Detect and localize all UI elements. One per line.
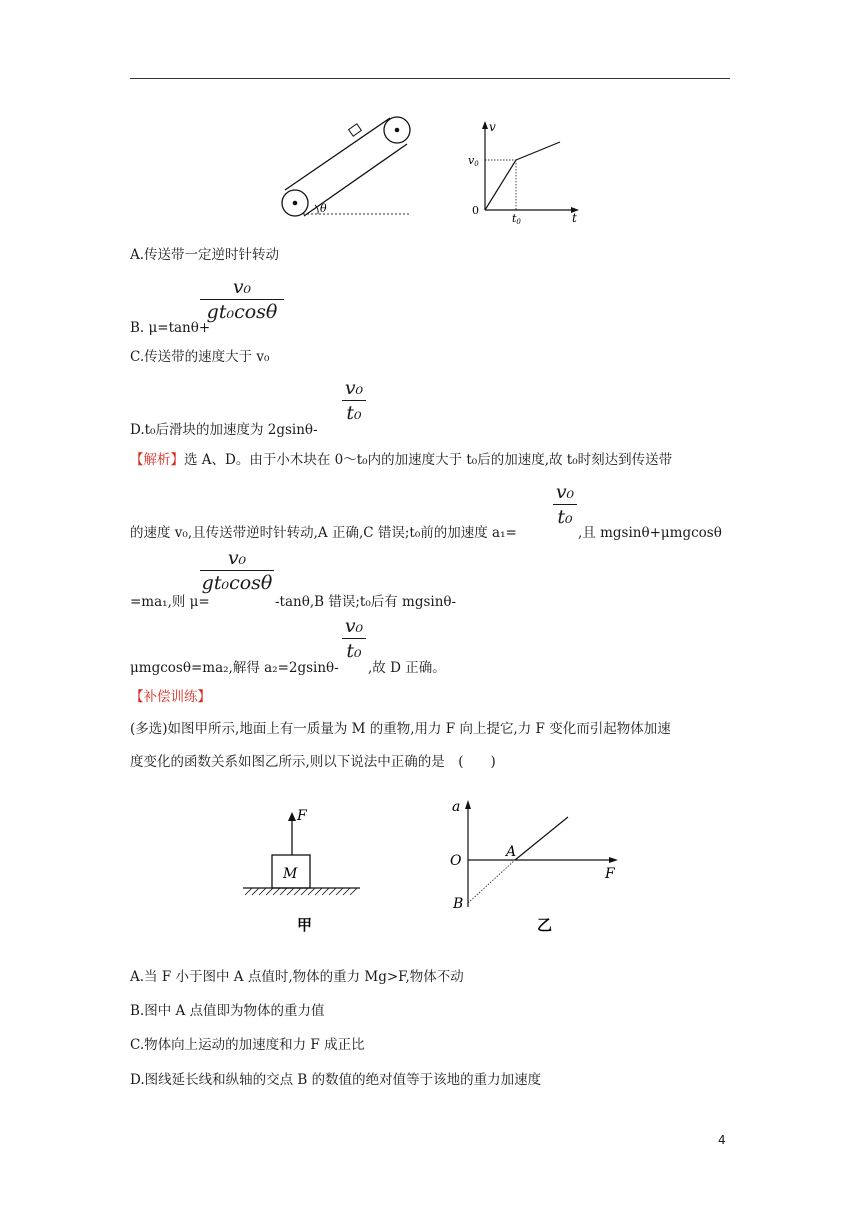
caption-left: 甲	[297, 916, 313, 934]
v-axis-label: v	[489, 120, 496, 134]
conveyor-belt-figure	[270, 110, 420, 220]
af-graph	[440, 795, 630, 945]
question-line-2: 度变化的函数关系如图乙所示,则以下说法中正确的是 ( )	[130, 754, 496, 770]
analysis-fraction-2: v₀ gt₀cosθ	[201, 547, 273, 594]
option-1a: A.传送带一定逆时针转动	[130, 247, 280, 263]
vt-graph	[460, 115, 590, 225]
v0-label: v0	[468, 154, 479, 168]
option-1b: B. μ=tanθ+	[130, 320, 211, 336]
analysis-tag: 【解析】	[130, 452, 184, 468]
force-label: F	[297, 808, 307, 824]
block-force-figure	[235, 800, 375, 940]
analysis-line-2b: ,且 mgsinθ+μmgcosθ	[578, 525, 722, 541]
analysis-line-2a: 的速度 v₀,且传送带逆时针转动,A 正确,C 错误;t₀前的加速度 a₁=	[130, 525, 517, 541]
option-1c: C.传送带的速度大于 v₀	[130, 349, 270, 365]
a-axis-label: a	[452, 799, 461, 815]
analysis-fraction-3: v₀ t₀	[342, 614, 366, 663]
option-2a: A.当 F 小于图中 A 点值时,物体的重力 Mg>F,物体不动	[130, 969, 464, 985]
analysis-line-3a: =ma₁,则 μ=	[130, 594, 210, 610]
supplement-tag: 【补偿训练】	[130, 689, 211, 705]
t-axis-label: t	[572, 211, 577, 225]
page-number: 4	[718, 1133, 726, 1147]
fraction-b: v₀ gt₀cosθ	[200, 275, 284, 324]
option-2c: C.物体向上运动的加速度和力 F 成正比	[130, 1037, 365, 1053]
option-2b: B.图中 A 点值即为物体的重力值	[130, 1003, 325, 1019]
option-2d: D.图线延长线和纵轴的交点 B 的数值的绝对值等于该地的重力加速度	[130, 1072, 542, 1088]
option-1d: D.t₀后滑块的加速度为 2gsinθ-	[130, 422, 318, 438]
t0-label: t0	[512, 212, 521, 225]
analysis-fraction-1: v₀ t₀	[553, 480, 577, 529]
analysis-line-3b: -tanθ,B 错误;t₀后有 mgsinθ-	[275, 594, 457, 610]
point-a-label: A	[506, 844, 517, 860]
analysis-line-1: 【解析】选 A、D。由于小木块在 0～t₀内的加速度大于 t₀后的加速度,故 t₀时刻达到传送带	[130, 452, 673, 468]
theta-label: θ	[320, 202, 327, 215]
mass-label: M	[283, 866, 298, 882]
caption-right: 乙	[537, 916, 553, 934]
question-line-1: (多选)如图甲所示,地面上有一质量为 M 的重物,用力 F 向上提它,力 F 变化而引起物体加速	[130, 721, 671, 737]
origin-label: 0	[472, 204, 479, 217]
f-axis-label: F	[605, 866, 615, 882]
analysis-line-4b: ,故 D 正确。	[368, 660, 446, 676]
analysis-line-4a: μmgcosθ=ma₂,解得 a₂=2gsinθ-	[130, 660, 339, 676]
origin-o-label: O	[450, 853, 462, 869]
point-b-label: B	[453, 896, 464, 912]
header-rule	[130, 78, 730, 79]
fraction-d: v₀ t₀	[342, 376, 366, 425]
